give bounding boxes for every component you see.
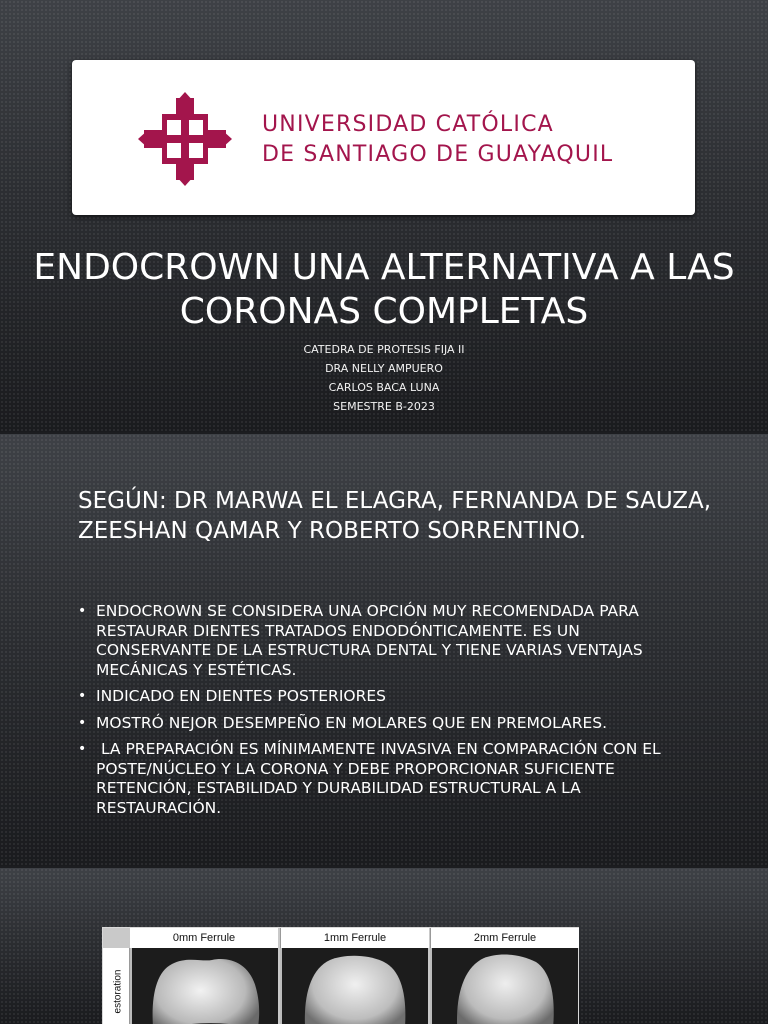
figure-slide	[0, 868, 768, 1024]
title-slide	[0, 0, 768, 432]
slide-heading: SEGÚN: DR MARWA EL ELAGRA, FERNANDA DE SAUZA, ZEESHAN QAMAR Y ROBERTO SORRENTINO.	[78, 488, 712, 544]
row-label-cell	[103, 948, 130, 1024]
tooth-image-1mm	[280, 948, 428, 1024]
author-name: CARLOS BACA LUNA	[328, 381, 440, 394]
bullet-text: ENDOCROWN SE CONSIDERA UNA OPCIÓN MUY RECOMENDADA PARA RESTAURAR DIENTES TRATADOS ENDODÓNTICAMENTE. ES UN CONSERVANTE DE LA ESTRUCTURA DENTAL Y TIENE VARIAS VENTAJAS MECÁNICAS Y ESTÉTICAS.	[96, 602, 643, 679]
list-item	[78, 602, 698, 680]
university-logo-card	[72, 60, 695, 215]
content-slide	[0, 434, 768, 866]
university-name-line1: UNIVERSIDAD CATÓLICA	[262, 112, 554, 137]
column-header-2mm: 2mm Ferrule	[430, 928, 579, 948]
course-name: CATEDRA DE PROTESIS FIJA II	[303, 343, 465, 356]
list-item	[78, 740, 698, 818]
cross-logo-icon	[138, 92, 232, 186]
semester: SEMESTRE B-2023	[333, 400, 435, 413]
bullet-list	[78, 602, 698, 825]
presentation-title: ENDOCROWN UNA ALTERNATIVA A LAS CORONAS COMPLETAS	[33, 247, 735, 332]
tooth-crown-icon	[432, 948, 578, 1024]
bullet-icon: •	[78, 603, 87, 619]
row-label: estoration	[112, 969, 124, 1014]
bullet-text: LA PREPARACIÓN ES MÍNIMAMENTE INVASIVA EN COMPARACIÓN CON EL POSTE/NÚCLEO Y LA CORONA Y DEBE PROPORCIONAR SUFICIENTE RETENCIÓN, ESTABILIDAD Y DURABILIDAD ESTRUCTURAL A LA RESTAURACIÓN.	[96, 740, 666, 817]
bullet-icon: •	[78, 714, 87, 731]
list-item	[78, 714, 698, 734]
bullet-icon: •	[78, 741, 87, 757]
ferrule-comparison-figure	[102, 927, 579, 1024]
bullet-text: INDICADO EN DIENTES POSTERIORES	[96, 687, 386, 705]
tooth-crown-icon	[282, 948, 428, 1024]
list-item	[78, 687, 698, 707]
bullet-text: MOSTRÓ NEJOR DESEMPEÑO EN MOLARES QUE EN PREMOLARES.	[96, 713, 608, 732]
column-header-0mm: 0mm Ferrule	[130, 928, 278, 948]
tooth-image-0mm	[130, 948, 278, 1024]
professor-name: DRA NELLY AMPUERO	[325, 362, 443, 375]
tooth-crown-icon	[132, 948, 278, 1024]
university-name-line2: DE SANTIAGO DE GUAYAQUIL	[262, 142, 614, 167]
column-header-1mm: 1mm Ferrule	[280, 928, 429, 948]
university-name	[262, 110, 613, 170]
bullet-icon: •	[78, 688, 87, 704]
tooth-image-2mm	[430, 948, 578, 1024]
subtitle-block	[0, 340, 768, 416]
